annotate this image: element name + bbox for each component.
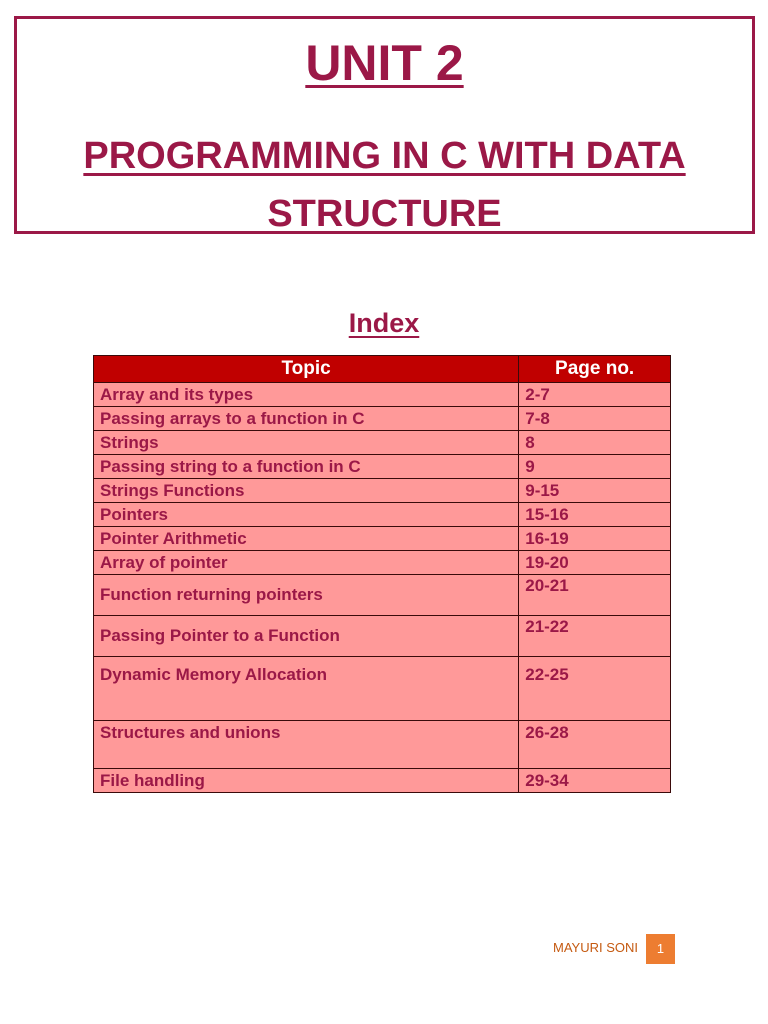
topic-cell: Structures and unions [94,721,519,769]
page-cell: 16-19 [519,527,671,551]
table-row [94,721,671,769]
page-cell: 15-16 [519,503,671,527]
index-table [93,355,671,793]
column-header-topic: Topic [94,356,519,383]
page-cell: 9-15 [519,479,671,503]
topic-cell: Function returning pointers [94,575,519,616]
topic-cell: Pointer Arithmetic [94,527,519,551]
table-row [94,769,671,793]
page-cell: 22-25 [519,657,671,721]
footer-page-number: 1 [646,934,675,964]
table-row [94,479,671,503]
table-row [94,503,671,527]
subject-title [37,127,732,243]
page-cell: 26-28 [519,721,671,769]
page-cell: 9 [519,455,671,479]
topic-cell: Strings [94,431,519,455]
table-row [94,657,671,721]
index-heading-text: Index [348,308,420,338]
topic-cell: Passing string to a function in C [94,455,519,479]
topic-cell: Array of pointer [94,551,519,575]
table-row [94,551,671,575]
topic-cell: Passing arrays to a function in C [94,407,519,431]
footer-author: MAYURI SONI [553,940,638,955]
table-row [94,431,671,455]
page-cell: 2-7 [519,383,671,407]
topic-cell: Array and its types [94,383,519,407]
title-box [14,16,755,234]
table-row [94,616,671,657]
table-header-row [94,356,671,383]
table-row [94,407,671,431]
page-cell: 29-34 [519,769,671,793]
topic-cell: File handling [94,769,519,793]
unit-title-text: UNIT 2 [305,35,464,91]
page-cell: 7-8 [519,407,671,431]
topic-cell: Strings Functions [94,479,519,503]
subject-title-text: PROGRAMMING IN C WITH DATA STRUCTURE [83,135,686,235]
table-row [94,527,671,551]
topic-cell: Dynamic Memory Allocation [94,657,519,721]
unit-title [17,33,752,93]
table-row [94,455,671,479]
table-row [94,383,671,407]
page-cell: 20-21 [519,575,671,616]
page-cell: 19-20 [519,551,671,575]
topic-cell: Pointers [94,503,519,527]
page-cell: 8 [519,431,671,455]
page-cell: 21-22 [519,616,671,657]
column-header-page-no: Page no. [519,356,671,383]
topic-cell: Passing Pointer to a Function [94,616,519,657]
index-heading [0,304,768,342]
table-row [94,575,671,616]
